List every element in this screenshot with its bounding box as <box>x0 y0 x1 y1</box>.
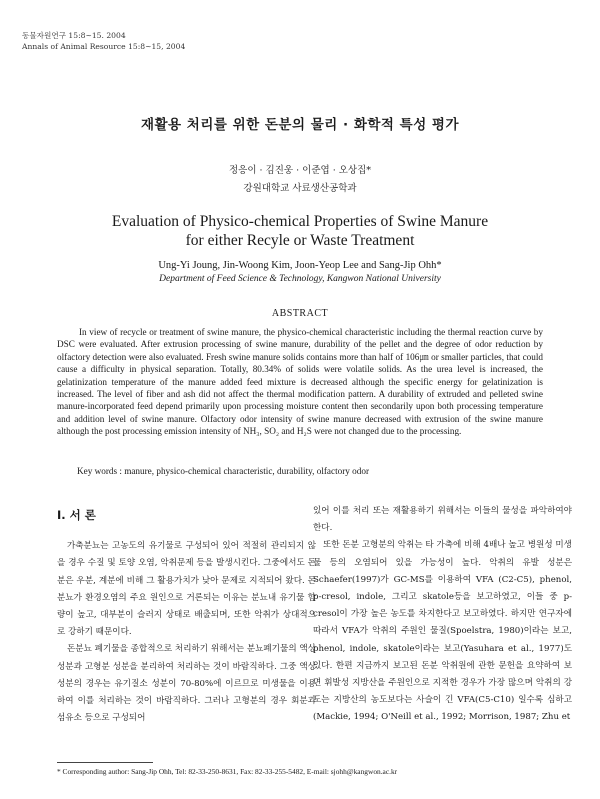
authors-english: Ung-Yi Joung, Jin-Woong Kim, Joon-Yeop Lee and Sang-Jip Ohh* <box>158 260 442 271</box>
paragraph: 가축분뇨는 고농도의 유기물로 구성되어 있어 적절히 관리되지 않을 경우 수질 및 토양 오염, 악취문제 등을 발생시킨다. 그중에서도 돈분은 우분, 계분에 비해 그 활용가치가 낮아 문제로 지적되어 왔다. 돈분뇨가 환경오염의 주요 원인으로 거론되는 이유는 분뇨내 유기물 함량이 높고, 대부분이 슬러지 상태로 배출되며, 또한 악취가 상대적으로 강하기 때문이다. <box>57 541 316 638</box>
title-korean: 재활용 처리를 위한 돈분의 물리 · 화학적 특성 평가 <box>140 117 460 133</box>
footnote-divider <box>57 762 153 763</box>
abstract-text: In view of recycle or treatment of swine manure, the physico-chemical characteristic including the thermal reaction curve by DSC were evaluated. After extrusion processing of swine manure, durability of the pellet and the degree of odor reduction by olfactory detection were also evaluated. Fresh swine manure solids contains more than half of 106㎛ or smaller particles, that could cause a difficulty in physical separation. Totally, 80.34% of solids were volatile solids. As the urea level is increased, the gelatinization temperature of the manure added feed mixture is decreased although the specific energy for gelatinization is increased. The level of fiber and ash did not affect the thermal modification pattern. A durability of extruded and pelleted swine manure-incorporated feed depend primarily upon processing moisture content then secondarily upon both processing temperature and addition level of swine manure. Olfactory odor intensity of swine manure decreased with extrusion of the swine manure although the post processing emission intensity of NH₃, SO₂ and H₂S were not changed due to the processing. <box>57 327 543 437</box>
left-column <box>57 503 316 727</box>
paragraph: 있어 이를 처리 또는 재활용하기 위해서는 이들의 물성을 파악하여야 한다. <box>313 506 572 534</box>
affiliation-korean: 강원대학교 사료생산공학과 <box>243 183 357 194</box>
keywords: Key words : manure, physico-chemical characteristic, durability, olfactory odor <box>77 466 370 476</box>
title-english-line1: Evaluation of Physico-chemical Properties of Swine Manure <box>111 213 489 230</box>
section-heading: Ⅰ. 서 론 <box>57 508 96 522</box>
paragraph: 또한 돈분 고형분의 악취는 타 가축에 비해 4배나 높고 병원성 미생물 등의 오염되어 있을 가능성이 높다. 악취의 유발 성분은 Schaefer(1997)가 GC-MS를 이용하여 VFA (C2-C5), phenol, p-cresol, indole, 그리고 skatole등을 보고하였고, 이들 중 p-cresol이 가장 높은 농도를 차지한다고 보고하였다. 하지만 연구자에 따라서 VFA가 악취의 주원인 물질(Spoelstra, 1980)이라는 보고, phenol, indole, skatole이라는 보고(Yasuhara et al., 1977)도 있다. 한편 지금까지 보고된 돈분 악취원에 관한 문헌을 요약하여 보면 휘발성 지방산을 주원인으로 지적한 경우가 가장 많으며 악취의 강도는 지방산의 농도보다는 사슬이 긴 VFA(C5-C10) 일수록 심하고 (Mackie, 1994; O'Neill et al., 1992; Morrison, 1987; Zhu et <box>313 540 572 723</box>
journal-citation <box>22 30 185 52</box>
affiliation-english: Department of Feed Science & Technology, Kangwon National University <box>159 274 441 284</box>
title-english <box>60 212 540 250</box>
right-column <box>313 503 572 727</box>
paragraph: 돈분뇨 폐기물을 종합적으로 처리하기 위해서는 분뇨폐기물의 액상성분과 고형분 성분을 분리하여 처리하는 것이 바람직하다. 그중 액상성분의 경우는 유기질소 성분이 70-80%에 이르므로 미생물을 이용하여 이를 처리하는 것이 바람직하다. 그러나 고형분의 경우 회분과 섬유소 등으로 구성되어 <box>57 644 316 724</box>
footnote: * Corresponding author: Sang-Jip Ohh, Tel: 82-33-250-8631, Fax: 82-33-255-5482, E-mail: sjohh@kangwon.ac.kr <box>57 767 398 776</box>
journal-citation-ko: 동물자원연구 15:8~15. 2004 <box>22 31 126 40</box>
authors-korean: 정응이 · 김진웅 · 이준엽 · 오상집* <box>228 165 372 176</box>
journal-citation-en: Annals of Animal Resource 15:8~15, 2004 <box>22 42 186 51</box>
abstract-heading: ABSTRACT <box>271 308 329 319</box>
title-english-line2: for either Recyle or Waste Treatment <box>185 232 415 249</box>
